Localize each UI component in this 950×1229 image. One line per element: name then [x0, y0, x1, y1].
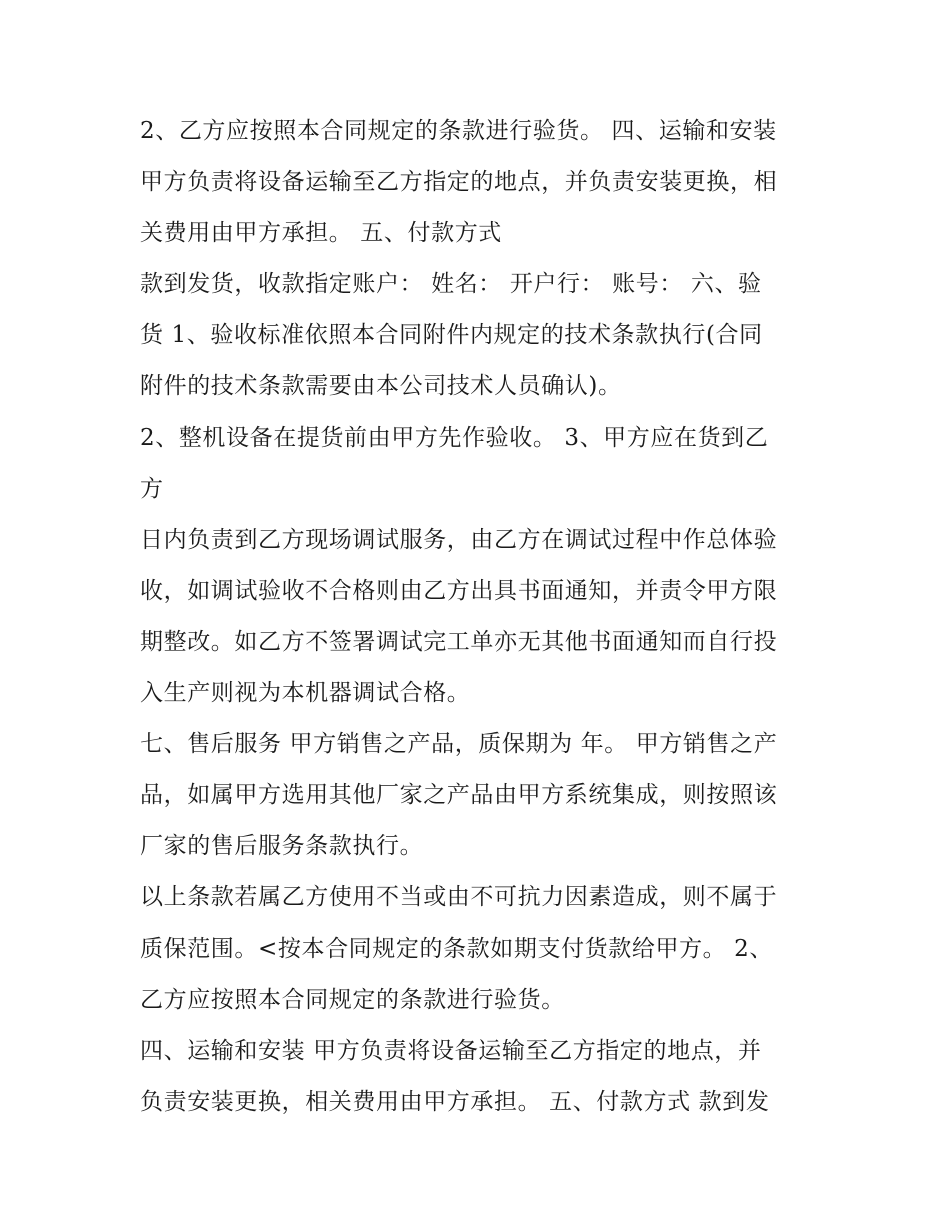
text-line: 附件的技术条款需要由本公司技术人员确认)。: [140, 373, 622, 400]
text-line: 甲方负责将设备运输至乙方指定的地点，并负责安装更换，相: [140, 169, 778, 196]
text-line: 收，如调试验收不合格则由乙方出具书面通知，并责令甲方限: [140, 577, 778, 604]
text-line: 款到发货，收款指定账户： 姓名： 开户行： 账号： 六、验: [140, 271, 762, 298]
text-line: 负责安装更换，相关费用由甲方承担。 五、付款方式 款到发: [140, 1088, 770, 1115]
text-line: 货 1、验收标准依照本合同附件内规定的技术条款执行(合同: [140, 322, 763, 349]
text-line: 厂家的售后服务条款执行。: [140, 833, 424, 860]
text-line: 2、整机设备在提货前由甲方先作验收。 3、甲方应在货到乙: [140, 424, 769, 451]
text-line: 2、乙方应按照本合同规定的条款进行验货。 四、运输和安装: [140, 118, 777, 144]
text-line: 入生产则视为本机器调试合格。: [140, 680, 471, 707]
text-line: 关费用由甲方承担。 五、付款方式: [140, 220, 502, 247]
text-line: 方: [140, 475, 164, 502]
text-line: 七、售后服务 甲方销售之产品，质保期为 年。 甲方销售之产: [140, 731, 778, 758]
contract-text-body: [140, 106, 820, 1128]
text-line: 期整改。如乙方不签署调试完工单亦无其他书面通知而自行投: [140, 628, 778, 655]
text-line: 日内负责到乙方现场调试服务，由乙方在调试过程中作总体验: [140, 526, 778, 553]
text-line: 以上条款若属乙方使用不当或由不可抗力因素造成，则不属于: [140, 884, 778, 911]
text-line: 品，如属甲方选用其他厂家之产品由甲方系统集成，则按照该: [140, 782, 778, 809]
text-line: 质保范围。<按本合同规定的条款如期支付货款给甲方。 2、: [140, 935, 774, 962]
text-line: 四、运输和安装 甲方负责将设备运输至乙方指定的地点，并: [140, 1037, 762, 1064]
text-line: 乙方应按照本合同规定的条款进行验货。: [140, 986, 565, 1013]
